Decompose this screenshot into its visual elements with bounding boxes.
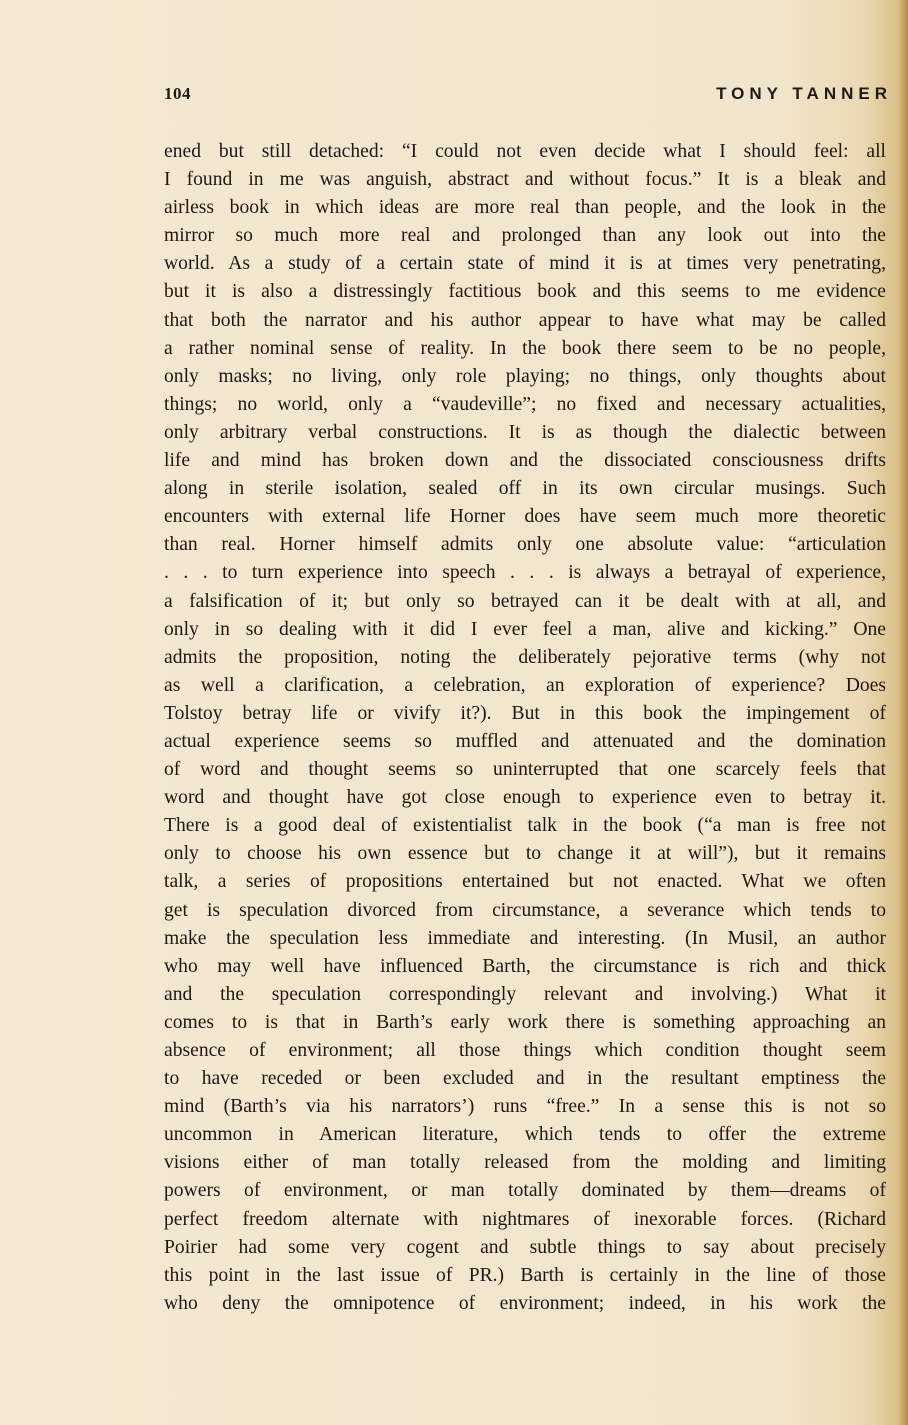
text-line: word and thought have got close enough to experience even to betray it. (164, 787, 886, 809)
text-line: only masks; no living, only role playing; no things, only thoughts about (164, 365, 886, 387)
running-head: TONY TANNER (716, 84, 892, 103)
text-line: life and mind has broken down and the dissociated consciousness drifts (164, 450, 886, 472)
text-line: . . . to turn experience into speech . . . is always a betrayal of experience, (164, 562, 886, 584)
text-line: mind (Barth’s via his narrators’) runs “free.” In a sense this is not so (164, 1096, 886, 1118)
text-line: of word and thought seems so uninterrupted that one scarcely feels that (164, 759, 886, 781)
text-line: admits the proposition, noting the deliberately pejorative terms (why not (164, 646, 886, 668)
text-line: ened but still detached: “I could not even decide what I should feel: all (164, 141, 886, 162)
text-line: talk, a series of propositions entertained but not enacted. What we often (164, 871, 886, 893)
text-line: encounters with external life Horner does have seem much more theoretic (164, 506, 886, 528)
text-line: powers of environment, or man totally dominated by them—dreams of (164, 1180, 886, 1202)
page-edge-shadow (898, 0, 908, 1425)
text-line: than real. Horner himself admits only one absolute value: “articulation (164, 534, 886, 556)
text-line: things; no world, only a “vaudeville”; no fixed and necessary actualities, (164, 393, 886, 415)
text-line: comes to is that in Barth’s early work there is something approaching an (164, 1011, 886, 1033)
text-line: airless book in which ideas are more real than people, and the look in the (164, 197, 886, 219)
text-line: mirror so much more real and prolonged than any look out into the (164, 225, 886, 247)
page-number: 104 (164, 84, 191, 103)
text-line: I found in me was anguish, abstract and without focus.” It is a bleak and (164, 169, 886, 191)
text-line: that both the narrator and his author appear to have what may be called (164, 309, 886, 331)
page-header (164, 84, 892, 108)
text-line: Poirier had some very cogent and subtle things to say about precisely (164, 1236, 886, 1258)
text-line: get is speculation divorced from circumstance, a severance which tends to (164, 899, 886, 921)
text-line: perfect freedom alternate with nightmares of inexorable forces. (Richard (164, 1208, 886, 1230)
text-line: this point in the last issue of PR.) Barth is certainly in the line of those (164, 1264, 886, 1286)
text-line: to have receded or been excluded and in the resultant emptiness the (164, 1068, 886, 1090)
text-line: only arbitrary verbal constructions. It is as though the dialectic between (164, 421, 886, 443)
text-line: only in so dealing with it did I ever feel a man, alive and kicking.” One (164, 618, 886, 640)
text-line: along in sterile isolation, sealed off in its own circular musings. Such (164, 478, 886, 500)
text-line: There is a good deal of existentialist talk in the book (“a man is free not (164, 815, 886, 837)
text-line: as well a clarification, a celebration, an exploration of experience? Does (164, 674, 886, 696)
text-line: a falsification of it; but only so betrayed can it be dealt with at all, and (164, 590, 886, 612)
text-line: absence of environment; all those things which condition thought seem (164, 1040, 886, 1061)
text-line: world. As a study of a certain state of mind it is at times very penetrating, (164, 253, 886, 275)
text-line: uncommon in American literature, which tends to offer the extreme (164, 1124, 886, 1146)
text-line: only to choose his own essence but to change it at will”), but it remains (164, 843, 886, 865)
text-line: who may well have influenced Barth, the circumstance is rich and thick (164, 955, 886, 977)
text-line: but it is also a distressingly factitious book and this seems to me evidence (164, 281, 886, 303)
text-line: a rather nominal sense of reality. In the book there seem to be no people, (164, 337, 886, 359)
text-line: actual experience seems so muffled and attenuated and the domination (164, 730, 886, 752)
text-line: make the speculation less immediate and interesting. (In Musil, an author (164, 927, 886, 949)
text-line: who deny the omnipotence of environment; indeed, in his work the (164, 1292, 886, 1314)
body-text (164, 138, 886, 1318)
text-line: Tolstoy betray life or vivify it?). But in this book the impingement of (164, 702, 886, 724)
text-line: and the speculation correspondingly relevant and involving.) What it (164, 983, 886, 1005)
text-line: visions either of man totally released from the molding and limiting (164, 1152, 886, 1174)
